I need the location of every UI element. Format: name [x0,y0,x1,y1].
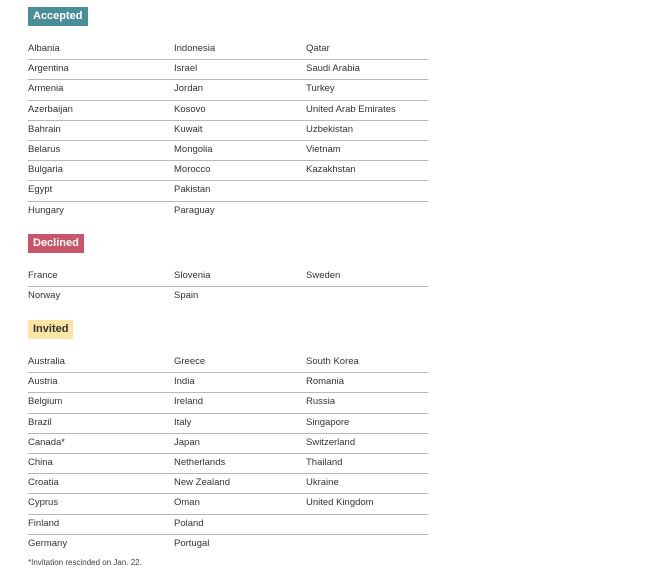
country-cell: Canada* [28,436,65,448]
table-row [28,101,428,121]
table-row [28,287,428,307]
country-cell: Argentina [28,63,69,75]
country-cell: Germany [28,537,68,549]
country-cell: Qatar [306,43,330,54]
country-cell: South Korea [306,356,359,367]
table-row [28,267,428,287]
country-cell: Cyprus [28,497,59,509]
footnote: *Invitation rescinded on Jan. 22. [28,558,142,567]
table-row [28,535,428,555]
country-cell: Israel [174,63,198,75]
country-cell: Romania [306,376,345,388]
country-cell: Ukraine [306,477,339,489]
country-cell: Azerbaijan [28,103,73,115]
country-cell: Switzerland [306,436,356,448]
table-row [28,80,428,100]
country-cell: France [28,270,58,281]
table-row [28,494,428,514]
country-cell: India [174,376,195,388]
country-cell: China [28,456,53,468]
invited-country-list [28,353,428,555]
country-cell: Hungary [28,204,64,216]
table-row [28,353,428,373]
country-cell: Greece [174,356,206,367]
country-cell: Albania [28,43,60,54]
country-cell: Spain [174,290,199,302]
table-row [28,434,428,454]
country-cell: Kosovo [174,103,206,115]
table-row [28,141,428,161]
country-cell: Slovenia [174,270,211,281]
country-cell: Uzbekistan [306,123,353,135]
table-row [28,121,428,141]
country-cell: Vietnam [306,143,341,155]
country-cell: Morocco [174,164,211,176]
country-cell: Portugal [174,537,210,549]
country-cell: Thailand [306,456,343,468]
invited-section [28,319,428,555]
table-row [28,414,428,434]
table-row [28,515,428,535]
invited-badge: Invited [28,320,73,339]
country-cell: Mongolia [174,143,213,155]
table-row [28,373,428,393]
table-row [28,202,428,222]
country-cell: Croatia [28,477,59,489]
country-cell: Italy [174,416,192,428]
country-cell: Singapore [306,416,350,428]
accepted-badge: Accepted [28,7,88,26]
country-cell: Finland [28,517,60,529]
country-cell: Poland [174,517,204,529]
table-row [28,474,428,494]
declined-section [28,233,428,307]
country-cell: Kazakhstan [306,164,356,176]
country-cell: New Zealand [174,477,230,489]
country-cell: Sweden [306,270,341,281]
country-cell: Australia [28,356,65,367]
accepted-country-list [28,40,428,222]
country-cell: Oman [174,497,200,509]
table-row [28,60,428,80]
country-cell: United Kingdom [306,497,374,509]
country-cell: Brazil [28,416,52,428]
country-cell: Indonesia [174,43,216,54]
declined-badge: Declined [28,234,84,253]
country-cell: Bulgaria [28,164,63,176]
country-cell: United Arab Emirates [306,103,396,115]
country-cell: Netherlands [174,456,226,468]
country-cell: Norway [28,290,61,302]
country-cell: Ireland [174,396,204,408]
table-row [28,393,428,413]
declined-country-list [28,267,428,307]
country-cell: Kuwait [174,123,203,135]
country-cell: Saudi Arabia [306,63,360,75]
country-cell: Jordan [174,83,204,95]
table-row [28,181,428,201]
table-row [28,40,428,60]
country-cell: Egypt [28,184,53,196]
country-cell: Turkey [306,83,335,95]
country-cell: Armenia [28,83,64,95]
country-cell: Paraguay [174,204,215,216]
country-cell: Belarus [28,143,61,155]
country-cell: Japan [174,436,200,448]
country-cell: Bahrain [28,123,61,135]
table-row [28,161,428,181]
country-cell: Austria [28,376,58,388]
country-cell: Russia [306,396,336,408]
table-row [28,454,428,474]
country-cell: Pakistan [174,184,211,196]
accepted-section [28,6,428,222]
country-cell: Belgium [28,396,63,408]
